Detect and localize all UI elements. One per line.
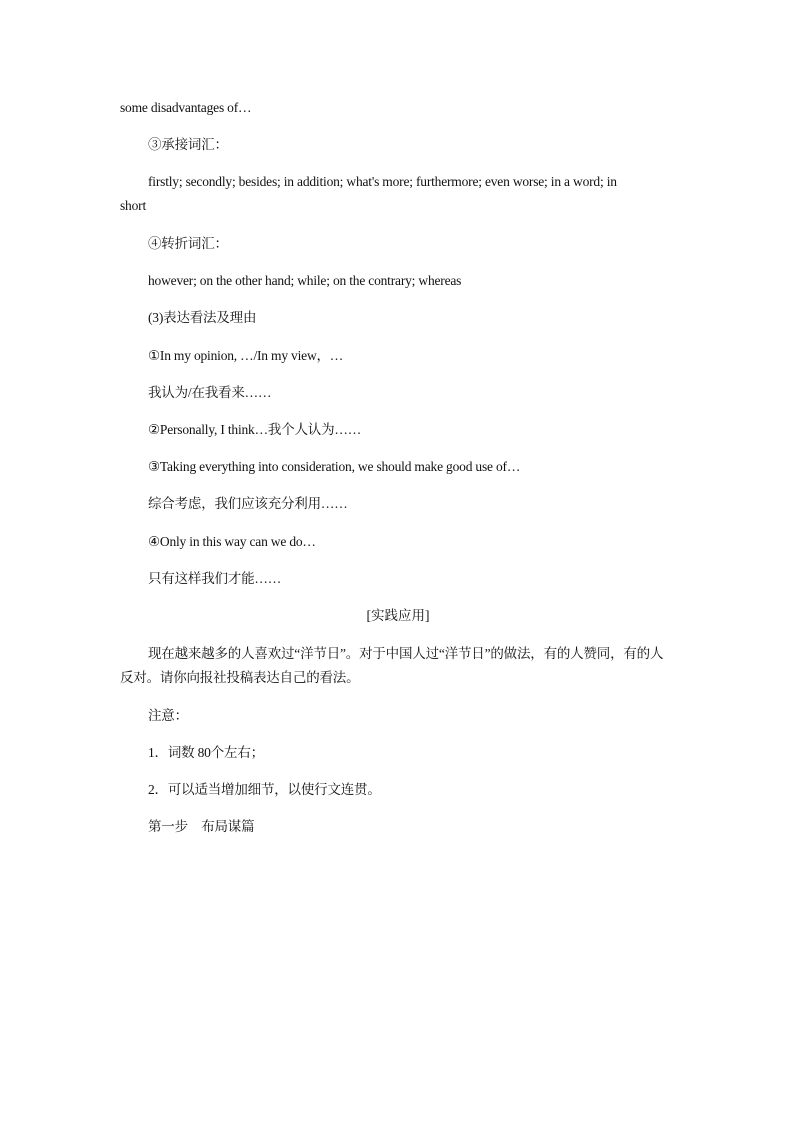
note-2: 2．可以适当增加细节，以使行文连贯。 [148,782,381,797]
phrase-1-translation: 我认为/在我看来…… [148,385,272,400]
section-heading: (3)表达看法及理由 [148,310,257,325]
continuation-text: some disadvantages of… [120,100,252,115]
connectors-heading: ③承接词汇： [148,137,228,152]
phrase-2: ②Personally, I think…我个人认为…… [148,422,361,437]
note-1: 1．词数 80个左右； [148,745,264,760]
phrase-3: ③Taking everything into consideration, we should make good use of… [148,459,521,474]
phrase-4: ④Only in this way can we do… [148,534,316,549]
phrase-3-translation: 综合考虑，我们应该充分利用…… [148,496,348,511]
connectors-list-line1: firstly; secondly; besides; in addition; what's more; furthermore; even worse; in a word; in [148,174,617,189]
connectors-list-line2: short [120,198,147,213]
task-paragraph: 现在越来越多的人喜欢过“洋节日”。对于中国人过“洋节日”的做法，有的人赞同，有的人反对。请你向报社投稿表达自己的看法。 [120,646,664,685]
step-1-heading: 第一步 布局谋篇 [148,819,255,834]
contrast-heading: ④转折词汇： [148,236,228,251]
notes-label: 注意： [148,708,188,723]
practice-title: [实践应用] [366,608,430,623]
phrase-1: ①In my opinion, …/In my view，… [148,348,344,363]
contrast-list: however; on the other hand; while; on the contrary; whereas [148,273,462,288]
phrase-4-translation: 只有这样我们才能…… [148,571,281,586]
